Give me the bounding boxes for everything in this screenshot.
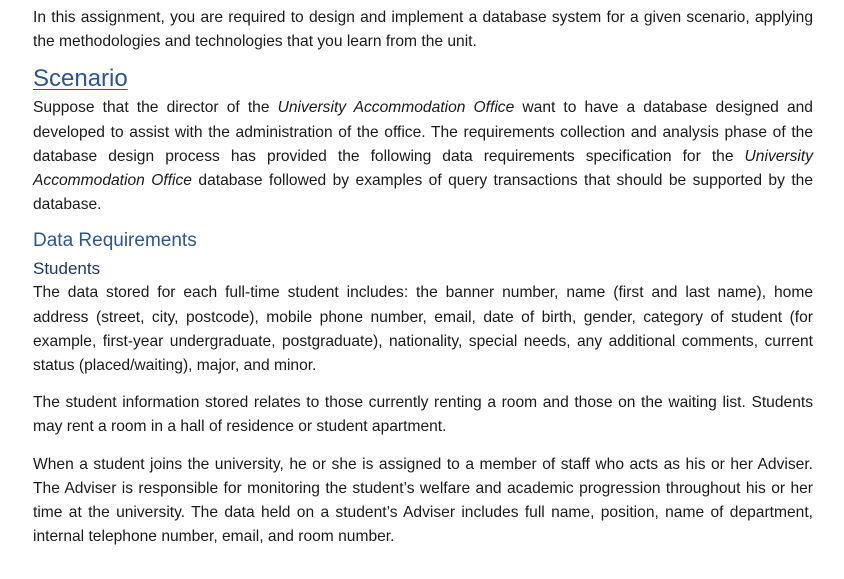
students-paragraph-1: The data stored for each full-time student includes: the banner number, name (first and last name), home address (street, city, postcode), mobile phone number, email, date of birth, gender, category of student (for example, first-year undergraduate, postgraduate), nationality, special needs, any additional comments, current status (placed/waiting), major, and minor. [33,284,813,375]
scenario-text-part1: Suppose that the director of the [33,99,278,117]
document-page [33,6,813,562]
students-paragraph-2: The student information stored relates to those currently renting a room and those on the waiting list. Students may rent a room in a hall of residence or student apartment. [33,394,813,436]
org-name-1: University Accommodation Office [277,99,515,117]
org-name-2: University Accommodation Office [33,147,813,190]
scenario-text-part2: want to have a database designed and developed to assist with the administration of the office. The requirements collection and analysis phase of the database design process has provided the following data requirements specification for the [33,99,813,165]
scenario-paragraph [33,96,813,217]
scenario-heading: Scenario [33,65,128,93]
data-requirements-heading: Data Requirements [33,230,197,252]
scenario-text-part3: database followed by examples of query transactions that should be supported by the database. [33,172,813,214]
intro-paragraph: In this assignment, you are required to design and implement a database system for a given scenario, applying the methodologies and technologies that you learn from the unit. [33,9,813,51]
students-heading: Students [33,259,101,279]
students-paragraph-3: When a student joins the university, he or she is assigned to a member of staff who acts as his or her Adviser. The Adviser is responsible for monitoring the student’s welfare and academic progression throughout his or her time at the university. The data held on a student’s Adviser includes full name, position, name of department, internal telephone number, email, and room number. [33,455,813,546]
